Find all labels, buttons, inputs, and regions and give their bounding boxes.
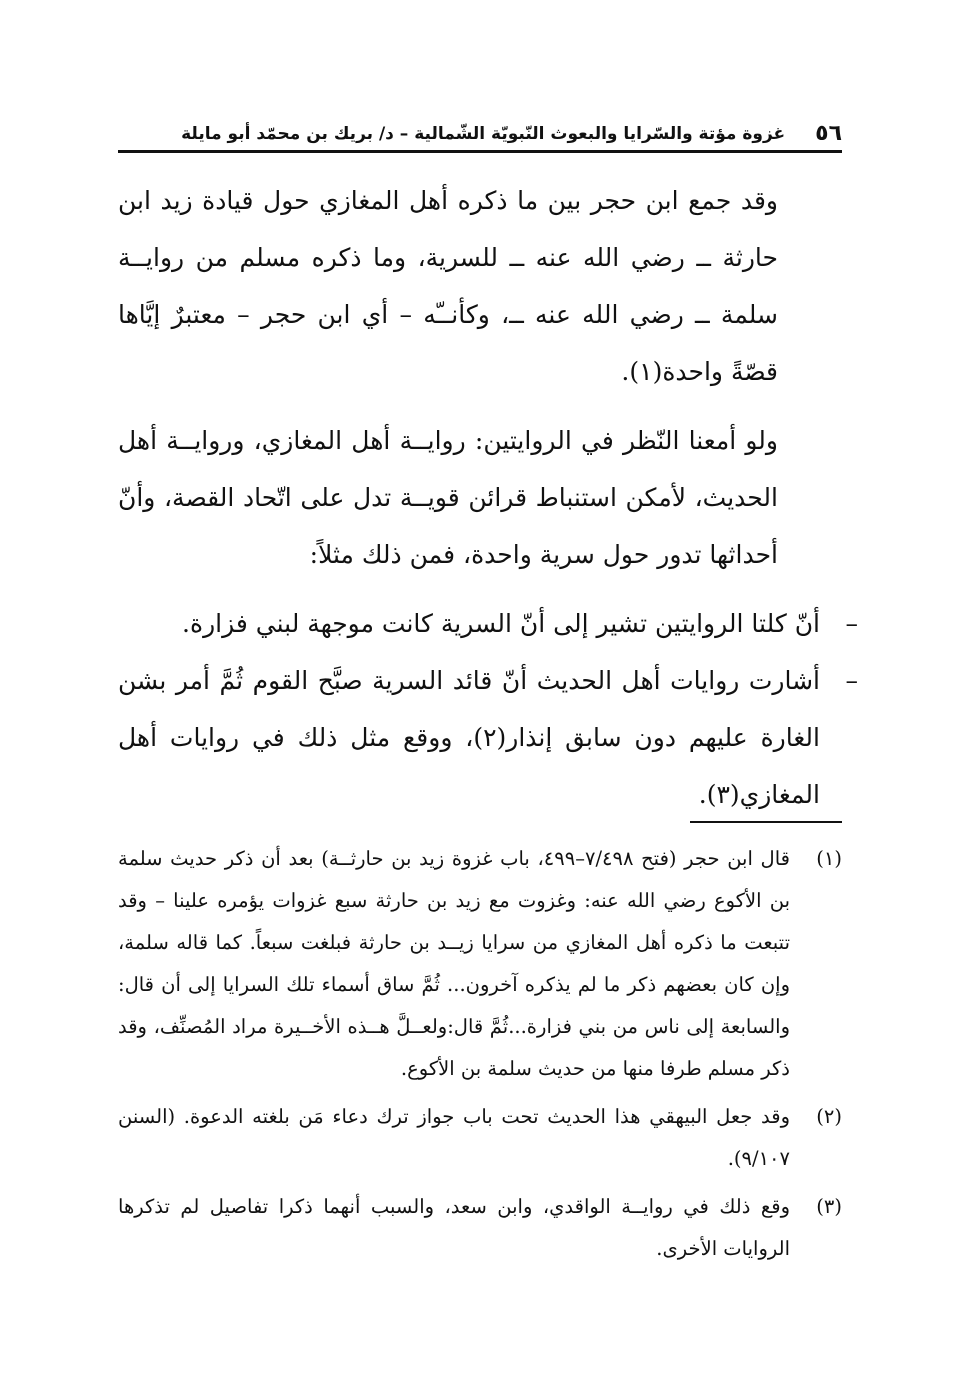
footnotes <box>118 838 842 1276</box>
bullet-text: أشارت روايات أهل الحديث أنّ قائد السرية صبَّح القوم ثُمَّ أمر بشن الغارة عليهم دون سابق إنذار(٢)، ووقع مثل ذلك في روايات أهل المغازي(٣). <box>118 666 820 809</box>
footnote-text: وقع ذلك في روايــة الواقدي، وابن سعد، والسبب أنهما ذكرا تفاصيل لم تذكرها الروايات الأخرى. <box>118 1195 790 1260</box>
footnote-divider <box>690 821 842 823</box>
main-text <box>118 172 858 823</box>
running-header <box>118 108 842 148</box>
footnote-number: (١) <box>816 847 842 870</box>
header-divider <box>118 150 842 153</box>
footnote-text: وقد جعل البيهقي هذا الحديث تحت باب جواز ترك دعاء مَن بلغته الدعوة. (السنن ٩/١٠٧). <box>118 1105 790 1170</box>
bullet-item <box>118 652 858 823</box>
body-paragraph: ولو أمعنا النّظر في الروايتين: روايــة أهل المغازي، وروايــة أهل الحديث، لأمكن استنباط قرائن قويــة تدل على اتّحاد القصة، وأنّ أحداثها تدور حول سرية واحدة، فمن ذلك مثلاً: <box>118 426 778 569</box>
footnote-text: قال ابن حجر (فتح ٧/٤٩٨–٤٩٩، باب غزوة زيد بن حارثــة) بعد أن ذكر حديث سلمة بن الأكوع رضي الله عنه: وغزوت مع زيد بن حارثة سبع غزوات يؤمره علينا – وقد تتبعت ما ذكره أهل المغازي من سرايا زيــد بن حارثة فبلغت سبعاً. كما قاله سلمة، وإن كان بعضهم ذكر ما لم يذكره آخرون... ثُمَّ ساق أسماء تلك السرايا إلى أن قال: والسابعة إلى ناس من بني فزارة...ثُمَّ قال:ولعــلَّ هــذه الأخــيرة مراد المُصنِّف، وقد ذكر مسلم طرفا منها من حديث سلمة بن الأكوع. <box>118 847 790 1080</box>
bullet-dash: – <box>845 609 858 638</box>
bullet-item <box>118 595 858 652</box>
bullet-dash: – <box>845 666 858 695</box>
body-paragraph: وقد جمع ابن حجر بين ما ذكره أهل المغازي حول قيادة زيد ابن حارثة ــ رضي الله عنه ــ للسرية، وما ذكره مسلم من روايــة سلمة ــ رضي الله عنه ــ، وكأنــّه – أي ابن حجر – معتبرٌ إيَّاها قصّةً واحدة(١). <box>118 186 778 386</box>
bullet-text: أنّ كلتا الروايتين تشير إلى أنّ السرية كانت موجهة لبني فزارة. <box>182 609 820 638</box>
footnote-3 <box>118 1186 842 1270</box>
bullet-list <box>118 595 858 823</box>
footnote-number: (٢) <box>816 1105 842 1128</box>
footnote-1 <box>118 838 842 1090</box>
footnote-2 <box>118 1096 842 1180</box>
running-title: غزوة مؤتة والسّرايا والبعوث النّبويّة الشّمالية – د/ بريك بن محمّد أبو مايلة <box>181 124 786 144</box>
page-number: ٥٦ <box>815 121 842 146</box>
footnote-number: (٣) <box>816 1195 842 1218</box>
